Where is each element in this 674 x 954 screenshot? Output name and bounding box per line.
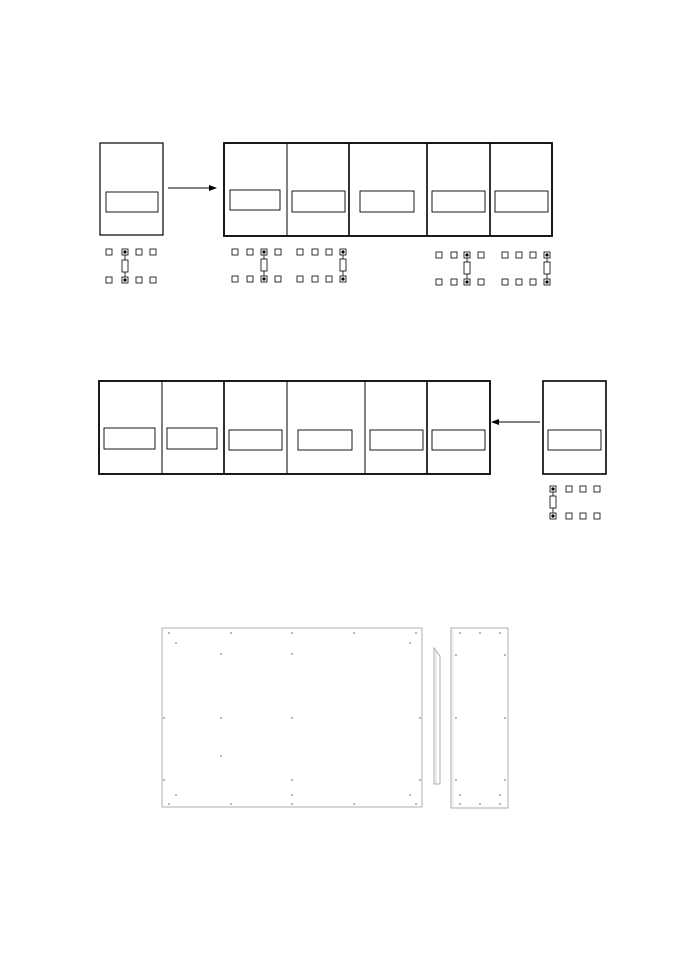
connector-terminal bbox=[478, 252, 484, 258]
connector-terminal bbox=[312, 249, 318, 255]
cabinet-screen bbox=[432, 191, 485, 212]
cabinet-screen bbox=[104, 428, 155, 449]
connector-terminal bbox=[436, 252, 442, 258]
jumper-body bbox=[122, 260, 128, 272]
side-edge-outline bbox=[434, 648, 440, 784]
connector-block bbox=[106, 249, 156, 283]
cabinet-frame bbox=[100, 143, 163, 235]
jumper-body bbox=[550, 496, 556, 508]
connector-terminal bbox=[516, 279, 522, 285]
connector-terminal bbox=[580, 486, 586, 492]
front-panel bbox=[162, 628, 422, 807]
connector-terminal bbox=[594, 486, 600, 492]
connector-terminal bbox=[247, 249, 253, 255]
connector-terminal bbox=[580, 513, 586, 519]
cabinet-screen bbox=[298, 430, 352, 450]
connector-terminal bbox=[312, 276, 318, 282]
row1-connectors bbox=[106, 249, 550, 285]
terminal-dot bbox=[341, 250, 344, 253]
connector-terminal bbox=[297, 276, 303, 282]
terminal-dot bbox=[123, 250, 126, 253]
connector-block bbox=[502, 252, 550, 285]
connector-terminal bbox=[247, 276, 253, 282]
connector-terminal bbox=[275, 249, 281, 255]
connector-block bbox=[297, 249, 346, 282]
row2-cabinet-group bbox=[99, 381, 490, 474]
connector-terminal bbox=[232, 276, 238, 282]
connector-terminal bbox=[502, 279, 508, 285]
connector-terminal bbox=[594, 513, 600, 519]
terminal-dot bbox=[465, 253, 468, 256]
connector-terminal bbox=[502, 252, 508, 258]
cabinet-group-frame bbox=[99, 381, 490, 474]
mounting-holes bbox=[163, 632, 421, 805]
connector-terminal bbox=[566, 513, 572, 519]
jumper-body bbox=[261, 259, 267, 271]
terminal-dot bbox=[262, 277, 265, 280]
connector-terminal bbox=[136, 249, 142, 255]
connector-block bbox=[550, 486, 600, 519]
connector-terminal bbox=[566, 486, 572, 492]
row1-source-cabinet bbox=[100, 143, 163, 235]
side-edge bbox=[434, 648, 440, 784]
row2-connectors bbox=[550, 486, 600, 519]
connector-block bbox=[436, 252, 484, 285]
row2 bbox=[99, 381, 606, 519]
terminal-dot bbox=[551, 514, 554, 517]
cabinet-screen bbox=[370, 430, 423, 450]
connector-terminal bbox=[275, 276, 281, 282]
jumper-body bbox=[544, 262, 550, 274]
cabinet-screen bbox=[548, 430, 601, 450]
connector-terminal bbox=[106, 277, 112, 283]
connector-terminal bbox=[516, 252, 522, 258]
connector-terminal bbox=[326, 276, 332, 282]
terminal-dot bbox=[262, 250, 265, 253]
connector-terminal bbox=[150, 249, 156, 255]
connector-terminal bbox=[136, 277, 142, 283]
panels bbox=[162, 628, 508, 808]
terminal-dot bbox=[545, 253, 548, 256]
cabinet-screen bbox=[106, 192, 158, 212]
connector-terminal bbox=[451, 252, 457, 258]
connector-terminal bbox=[326, 249, 332, 255]
connector-terminal bbox=[451, 279, 457, 285]
connector-terminal bbox=[232, 249, 238, 255]
connector-terminal bbox=[530, 252, 536, 258]
connector-terminal bbox=[478, 279, 484, 285]
side-panel bbox=[451, 628, 508, 808]
row2-source-cabinet bbox=[543, 381, 606, 474]
side-panel-outline bbox=[451, 628, 508, 808]
jumper-body bbox=[340, 259, 346, 271]
jumper-body bbox=[464, 262, 470, 274]
terminal-dot bbox=[341, 277, 344, 280]
connector-terminal bbox=[297, 249, 303, 255]
cabinet-frame bbox=[543, 381, 606, 474]
cabinet-group-frame bbox=[224, 143, 552, 236]
terminal-dot bbox=[465, 280, 468, 283]
row1-cabinet-group bbox=[224, 143, 552, 236]
cabinet-screen bbox=[432, 430, 485, 450]
cabinet-screen bbox=[360, 191, 414, 212]
mounting-holes bbox=[455, 632, 506, 805]
cabinet-screen bbox=[292, 191, 345, 212]
terminal-dot bbox=[123, 278, 126, 281]
cabinet-screen bbox=[495, 191, 548, 212]
cabinet-screen bbox=[230, 190, 280, 210]
connector-block bbox=[232, 249, 281, 282]
connector-terminal bbox=[436, 279, 442, 285]
cabinet-screen bbox=[229, 430, 282, 450]
row1 bbox=[100, 143, 552, 285]
connector-terminal bbox=[106, 249, 112, 255]
connector-terminal bbox=[150, 277, 156, 283]
terminal-dot bbox=[545, 280, 548, 283]
connector-terminal bbox=[530, 279, 536, 285]
terminal-dot bbox=[551, 487, 554, 490]
cabinet-screen bbox=[167, 428, 217, 449]
